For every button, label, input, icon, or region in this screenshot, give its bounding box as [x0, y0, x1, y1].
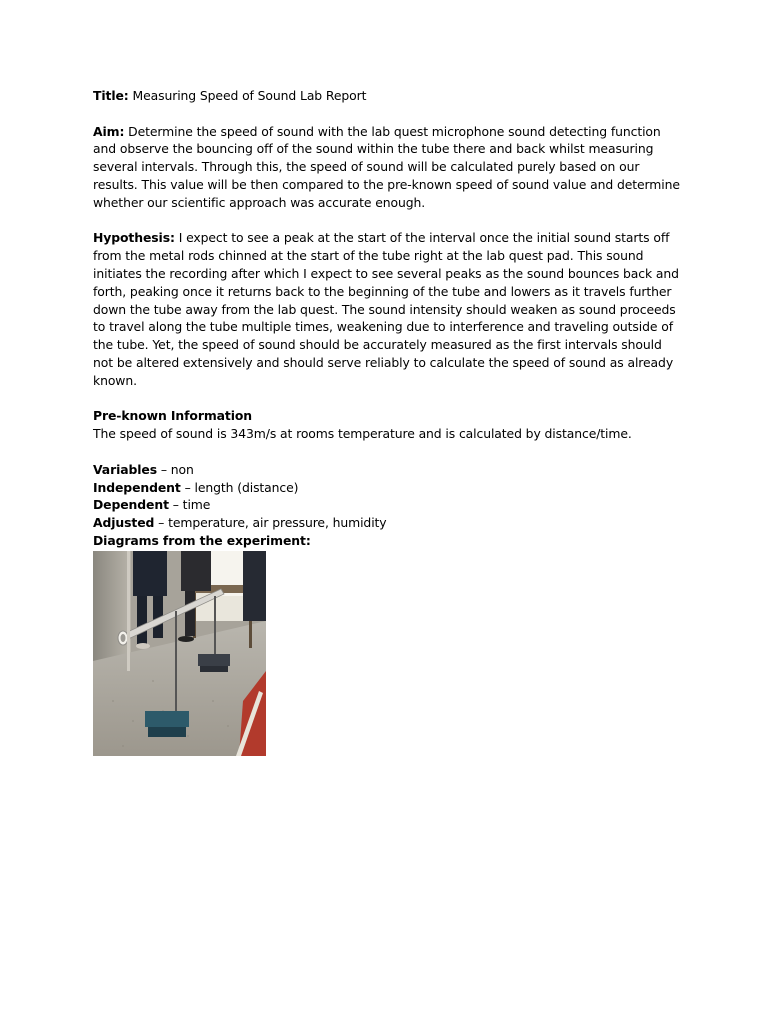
preknown-heading: Pre-known Information — [93, 408, 253, 424]
title-text: Measuring Speed of Sound Lab Report — [132, 88, 367, 103]
aim-paragraph — [93, 123, 683, 212]
spacer — [93, 105, 683, 123]
dependent-line — [93, 496, 683, 514]
dependent-label: Dependent — [93, 497, 169, 513]
variables-line — [93, 461, 683, 479]
independent-label: Independent — [93, 479, 181, 495]
hypothesis-label: Hypothesis: — [93, 230, 175, 246]
variables-label: Variables — [93, 461, 157, 477]
document-page — [93, 87, 683, 756]
spacer — [93, 212, 683, 230]
hypothesis-paragraph — [93, 229, 683, 389]
variables-value: – non — [160, 461, 194, 477]
adjusted-value: – temperature, air pressure, humidity — [158, 515, 387, 531]
experiment-photo — [93, 551, 266, 756]
diagrams-heading: Diagrams from the experiment: — [93, 532, 311, 548]
hypothesis-text: I expect to see a peak at the start of the interval once the initial sound starts off from the metal rods chinned at the start of the tube right at the lab quest pad. This sound initiates the recording after which I expect to see several peaks as the sound bounces back and forth, peaking once it returns back to the beginning of the tube and lowers as it travels further down the tube away from the lab quest. The sound intensity should weaken as sound proceeds to travel along the tube multiple times, weakening due to interference and traveling outside of the tube. Yet, the speed of sound should be accurately measured as the first intervals should not be altered extensively and should serve reliably to calculate the speed of sound as already known. — [93, 230, 679, 388]
preknown-text: The speed of sound is 343m/s at rooms temperature and is calculated by distance/time. — [93, 426, 632, 442]
aim-label: Aim: — [93, 123, 125, 139]
adjusted-line — [93, 514, 683, 532]
dependent-value: – time — [172, 497, 211, 513]
independent-value: – length (distance) — [184, 479, 299, 495]
spacer — [93, 390, 683, 408]
adjusted-label: Adjusted — [93, 515, 155, 531]
title-label: Title: — [93, 88, 129, 103]
independent-line — [93, 479, 683, 497]
spacer — [93, 443, 683, 461]
aim-text: Determine the speed of sound with the lab quest microphone sound detecting function and observe the bouncing off of the sound within the tube there and back whilst measuring several intervals. Through this, the speed of sound will be calculated purely based on our results. This value will be then compared to the pre-known speed of sound value and determine whether our scientific approach was accurate enough. — [93, 123, 680, 210]
title-line — [93, 87, 683, 105]
